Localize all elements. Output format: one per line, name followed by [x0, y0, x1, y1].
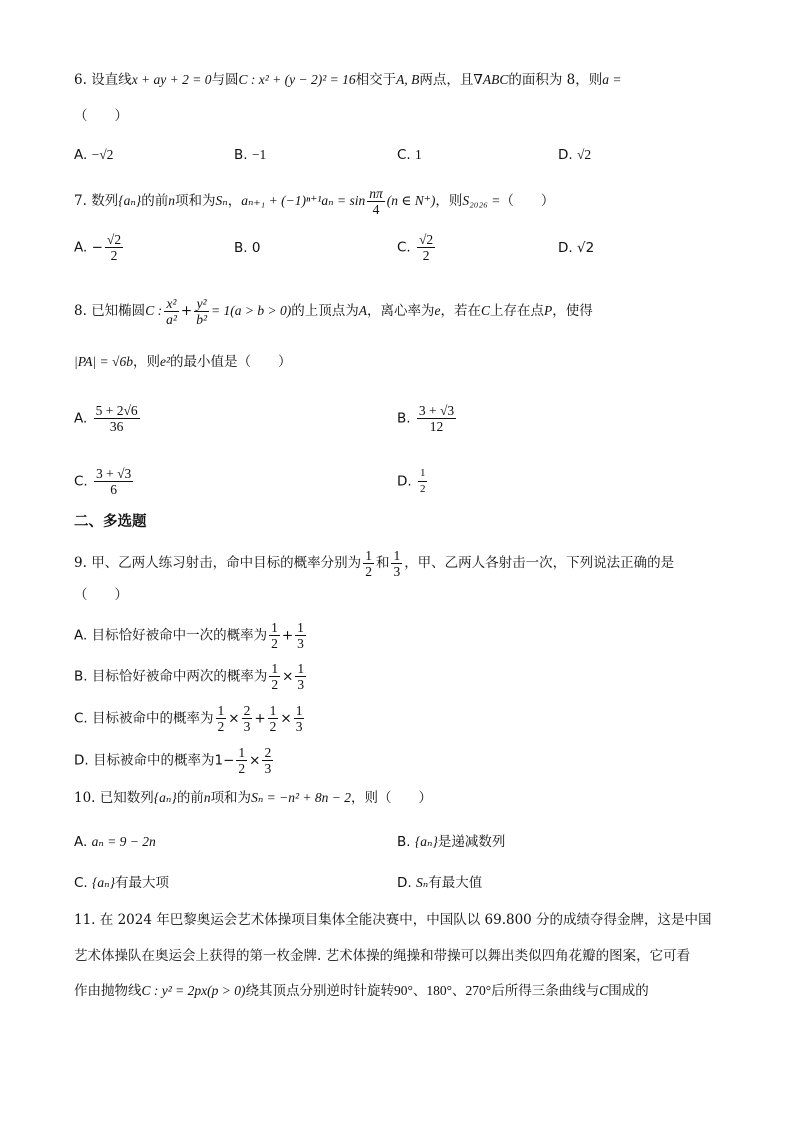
- fraction-numerator: 1: [365, 548, 372, 563]
- q8-text: ，则: [132, 354, 160, 370]
- q8-text: ，离心率为: [366, 303, 435, 319]
- option-fraction: [269, 620, 280, 651]
- q10-line1: [74, 788, 432, 808]
- q11-curve-name: C: [599, 983, 609, 998]
- option-fraction: [216, 703, 227, 734]
- q11-line1: [74, 910, 712, 930]
- q6-triangle: ∇ABC: [473, 72, 509, 87]
- q7-condition: (n ∈ N⁺): [386, 193, 436, 208]
- option-text: 是递减数列: [437, 834, 506, 850]
- fraction-denominator: 2: [365, 564, 372, 579]
- fraction-denominator: b²: [196, 312, 207, 327]
- option-fraction: [294, 703, 305, 734]
- fraction-denominator: 3: [297, 636, 304, 651]
- fraction-denominator: 3: [264, 761, 272, 776]
- q7-option-b: [234, 238, 260, 258]
- q8-number: 8.: [74, 303, 87, 319]
- q8-x-fraction: [164, 296, 179, 327]
- q7-text: ，: [227, 193, 242, 209]
- option-value: √2: [576, 240, 595, 256]
- option-fraction: [418, 466, 428, 497]
- option-text: 目标恰好被命中两次的概率为: [91, 668, 268, 685]
- q10-n: n: [203, 790, 211, 805]
- option-label: D.: [397, 473, 412, 490]
- q11-number: 11.: [74, 912, 96, 928]
- option-label: D.: [558, 147, 573, 163]
- option-text: 有最大项: [115, 875, 170, 891]
- q7-sequence: {aₙ}: [118, 193, 142, 208]
- fraction-denominator: 2: [271, 677, 279, 692]
- q9-line1: [74, 548, 674, 579]
- q6-answer-paren: （ ）: [74, 108, 128, 124]
- q9-option-c: [74, 703, 306, 734]
- q7-number: 7.: [74, 193, 87, 209]
- q9-prob2: [391, 548, 402, 579]
- q6-line1: [74, 70, 622, 90]
- option-fraction: [236, 745, 247, 776]
- operator: ×: [228, 710, 240, 727]
- q8-equation-rest: = 1(a > b > 0): [211, 303, 292, 318]
- q7-text: ，则: [435, 193, 463, 209]
- fraction-numerator: 5 + 2√6: [95, 403, 138, 418]
- q9-option-a: [74, 620, 308, 651]
- q6-points: A, B: [396, 72, 420, 87]
- q11-angles: 90°、180°、270°: [394, 983, 492, 998]
- option-label: C.: [397, 239, 411, 256]
- q10-sum-expr: Sₙ = −n² + 8n − 2: [251, 790, 352, 805]
- q8-option-d: [397, 466, 429, 497]
- q8-text: 已知椭圆: [91, 303, 146, 319]
- operator: ×: [249, 752, 261, 769]
- q7-fraction: [367, 186, 385, 217]
- q8-point-p: P: [543, 303, 553, 318]
- option-text: 目标被命中的概率为: [92, 752, 215, 769]
- operator: +: [281, 627, 294, 644]
- q8-option-b: [397, 403, 458, 434]
- q8-y-fraction: [194, 296, 209, 327]
- option-fraction: [295, 620, 306, 651]
- option-label: C.: [74, 473, 88, 490]
- option-value: −√2: [91, 147, 114, 162]
- fraction-numerator: 1: [393, 548, 401, 563]
- option-text: 有最大值: [428, 875, 483, 891]
- q8-e: e: [434, 303, 441, 318]
- q8-e-squared: e²: [159, 354, 170, 369]
- fraction-denominator: 2: [238, 761, 246, 776]
- q11-text: 在 2024 年巴黎奥运会艺术体操项目集体全能决赛中，中国队以 69.800 分的成绩夺得金牌，这是中国: [99, 912, 712, 928]
- q8-text: 的最小值是（ ）: [170, 354, 292, 370]
- section-heading: 二、多选题: [74, 514, 147, 530]
- operator: +: [254, 710, 266, 727]
- option-label: B.: [397, 834, 411, 850]
- option-fraction: [268, 703, 279, 734]
- q11-line2: 艺术体操队在奥运会上获得的第一枚金牌. 艺术体操的绳操和带操可以舞出类似四角花瓣的图案，它可看: [74, 948, 691, 964]
- q10-text: 已知数列: [99, 790, 154, 806]
- q7-text: 数列: [91, 193, 119, 209]
- fraction-numerator: y²: [194, 296, 209, 312]
- q8-text: 的上顶点为: [291, 303, 359, 319]
- q11-text: 围成的: [608, 983, 649, 999]
- option-label: B.: [397, 410, 411, 427]
- q6-a: a =: [602, 72, 622, 87]
- option-fraction: [242, 703, 253, 734]
- option-sequence: {aₙ}: [414, 834, 438, 849]
- q8-text: 上存在点: [489, 303, 544, 319]
- q7-recurrence: aₙ₊₁ + (−1)ⁿ⁺¹aₙ = sin: [241, 193, 366, 208]
- q6-option-a: [74, 145, 113, 165]
- fraction-denominator: 2: [110, 248, 118, 263]
- fraction-numerator: 1: [271, 661, 279, 676]
- q11-text: 作由抛物线: [74, 983, 142, 999]
- fraction-numerator: 1: [238, 745, 246, 760]
- q10-sequence: {aₙ}: [153, 790, 177, 805]
- option-label: A.: [74, 834, 88, 850]
- q10-text: ，则（ ）: [351, 790, 433, 806]
- q7-option-d: [558, 238, 594, 258]
- option-label: C.: [74, 710, 88, 727]
- q9-text: 和: [375, 555, 390, 571]
- q7-n: n: [168, 193, 175, 208]
- q7-target: S₂₀₂₆ =: [462, 193, 501, 208]
- fraction-denominator: 3: [393, 564, 401, 579]
- option-fraction: [94, 403, 140, 434]
- fraction-numerator: √2: [419, 232, 434, 247]
- option-label: A.: [74, 410, 88, 427]
- fraction-denominator: 2: [422, 248, 430, 263]
- q7-answer-paren: （ ）: [500, 193, 555, 209]
- fraction-numerator: 1: [295, 703, 303, 718]
- fraction-numerator: 2: [243, 703, 251, 718]
- fraction-denominator: 3: [295, 719, 303, 734]
- fraction-denominator: 3: [243, 719, 251, 734]
- q6-text: 的面积为 8，则: [508, 72, 603, 88]
- q11-line3: [74, 981, 649, 1001]
- fraction-denominator: 4: [372, 202, 380, 217]
- option-label: B.: [74, 668, 88, 685]
- q6-text: 设直线: [91, 72, 132, 88]
- fraction-numerator: 1: [217, 703, 225, 718]
- q6-circle-equation: C : x² + (y − 2)² = 16: [238, 72, 356, 87]
- fraction-denominator: 12: [429, 419, 444, 434]
- operator: ×: [282, 668, 294, 685]
- operator: ×: [280, 710, 292, 727]
- q9-prob1: [363, 548, 374, 579]
- q6-text: 相交于: [355, 72, 397, 88]
- q10-text: 项和为: [210, 790, 252, 806]
- fraction-denominator: 2: [419, 483, 426, 495]
- q10-option-a: [74, 832, 156, 852]
- q9-text: 甲、乙两人练习射击，命中目标的概率分别为: [91, 555, 362, 571]
- fraction-denominator: 36: [109, 419, 124, 434]
- fraction-numerator: 1: [418, 466, 428, 482]
- q7-option-a: [74, 232, 125, 263]
- q6-text: 与圆: [211, 72, 239, 88]
- fraction-denominator: 2: [269, 719, 277, 734]
- q7-line1: [74, 186, 554, 217]
- q8-line2: [74, 352, 292, 372]
- fraction-denominator: a²: [166, 312, 177, 327]
- option-value: √2: [576, 147, 592, 162]
- q7-text: 项和为: [174, 193, 216, 209]
- q8-point-a: A: [358, 303, 367, 318]
- fraction-numerator: 1: [269, 703, 277, 718]
- q8-curve-name: C: [480, 303, 490, 318]
- q9-option-b: [74, 661, 308, 692]
- fraction-numerator: 1: [297, 661, 305, 676]
- q9-option-d: [74, 745, 275, 776]
- option-text: 目标恰好被命中一次的概率为: [91, 627, 268, 644]
- option-label: B.: [234, 147, 248, 163]
- fraction-numerator: 1: [297, 620, 304, 635]
- option-label: B.: [234, 240, 248, 256]
- option-label: D.: [74, 752, 89, 769]
- option-fraction: [269, 661, 280, 692]
- option-value: 0: [251, 240, 261, 256]
- q6-text: 两点，且: [419, 72, 474, 88]
- option-fraction: [417, 403, 456, 434]
- option-fraction: [94, 466, 133, 497]
- option-label: C.: [74, 875, 88, 891]
- q8-distance-expr: |PA| = √6b: [74, 354, 133, 369]
- q8-curve-name: C :: [145, 303, 163, 318]
- q11-text: 绕其顶点分别逆时针旋转: [245, 983, 394, 999]
- option-sign: −: [91, 239, 103, 256]
- option-label: C.: [397, 147, 411, 163]
- q8-option-a: [74, 403, 142, 434]
- q6-option-b: [234, 145, 266, 165]
- option-label: D.: [397, 875, 412, 891]
- option-label: A.: [74, 239, 88, 256]
- q10-option-b: [397, 832, 505, 852]
- q8-line1: 8. 已知椭圆C : $\frac{\text{x²}}{\text{a²}}$ + $\frac{\text{y²}}{\text{b²}}$ = 1(a > b > 0)的上顶点为A，离心率为e，若在C上存在点P，使得: [74, 296, 593, 327]
- q8-option-c: [74, 466, 135, 497]
- option-fraction: [295, 661, 306, 692]
- fraction-numerator: 1: [271, 620, 278, 635]
- fraction-numerator: 2: [264, 745, 272, 760]
- q9-number: 9.: [74, 555, 87, 571]
- q8-text: ，若在: [440, 303, 481, 319]
- fraction-denominator: 2: [271, 636, 278, 651]
- fraction-numerator: 3 + √3: [418, 403, 455, 418]
- q7-text: 的前: [141, 193, 169, 209]
- q10-option-c: [74, 873, 169, 893]
- q8-text: ，使得: [552, 303, 593, 319]
- q9-text: ，甲、乙两人各射击一次，下列说法正确的是: [404, 555, 675, 571]
- fraction-numerator: nπ: [369, 186, 383, 201]
- q10-option-d: [397, 873, 482, 893]
- option-label: A.: [74, 627, 88, 644]
- option-label: D.: [558, 240, 573, 256]
- option-fraction: [105, 232, 123, 263]
- operator: 1−: [214, 752, 235, 769]
- q7-sn: Sₙ: [215, 193, 228, 208]
- fraction-numerator: 3 + √3: [96, 466, 132, 481]
- q7-option-c: [397, 232, 437, 263]
- option-value: aₙ = 9 − 2n: [91, 834, 156, 849]
- fraction-numerator: √2: [106, 232, 122, 247]
- fraction-denominator: 3: [297, 677, 305, 692]
- option-sequence: Sₙ: [415, 875, 429, 890]
- q6-option-d: [558, 145, 591, 165]
- option-value: −1: [251, 147, 267, 162]
- q11-parabola: C : y² = 2px(p > 0): [141, 983, 246, 998]
- q6-line-equation: x + ay + 2 = 0: [131, 72, 212, 87]
- q6-option-c: [397, 145, 422, 165]
- fraction-numerator: x²: [164, 296, 179, 312]
- option-text: 目标被命中的概率为: [92, 710, 214, 727]
- option-label: A.: [74, 147, 88, 163]
- option-fraction: [417, 232, 435, 263]
- fraction-denominator: 6: [110, 482, 118, 497]
- option-fraction: [262, 745, 273, 776]
- fraction-denominator: 2: [217, 719, 225, 734]
- option-value: 1: [415, 147, 422, 162]
- q11-text: 后所得三条曲线与: [491, 983, 600, 999]
- option-sequence: {aₙ}: [92, 875, 116, 890]
- q9-answer-paren: （ ）: [74, 587, 128, 603]
- q10-number: 10.: [74, 790, 96, 806]
- q10-text: 的前: [176, 790, 204, 806]
- q6-number: 6.: [74, 72, 87, 88]
